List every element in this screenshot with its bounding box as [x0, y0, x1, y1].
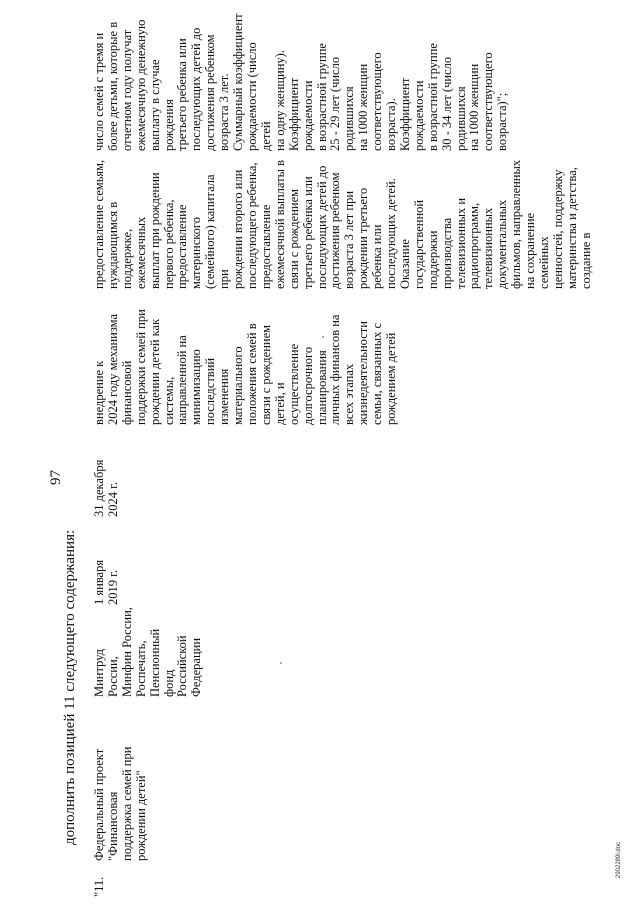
file-code: 2902289l.doc: [616, 841, 622, 878]
scan-speck: [280, 662, 282, 664]
start-date: 1 января 2019 г.: [92, 559, 120, 605]
project-results: предоставление семьям, нуждающимся в поддержке, ежемесячных выплат при рождении первого ребенка, предоставление материнского (семейного) капитала при рождении второго или последующего ребенка, предоставление ежемесячной выплаты в связи с рождением третьего ребенка или последующих детей до достижения ребенком возраста 3 лет при рождении третьего ребенка или последующих детей. Оказание государственной поддержки производства телевизионных и радиопрограмм, телевизионных документальных фильмов, направленных на сохранение семейных ценностей, поддержку материнства и детства, создание в: [92, 159, 593, 289]
project-description: внедрение к 2024 году механизма финансовой поддержки семей при рождении детей как системы, направленной на минимизацию последствий изменения материального положения семей в связи с рождением детей, и осуществление долгосрочного планирования личных финансов на всех этапах жизнедеятельности семьи, связанных с рождением детей: [92, 309, 399, 425]
scan-speck: [322, 336, 324, 338]
page-number: 97: [48, 470, 64, 485]
row-number: "11.: [92, 876, 106, 897]
intro-text: дополнить позицией 11 следующего содержания:: [62, 529, 78, 845]
project-name: Федеральный проект "Финансовая поддержка семей при рождении детей": [92, 746, 148, 861]
end-date: 31 декабря 2024 г.: [92, 459, 120, 517]
executors: Минтруд России, Минфин России, Роспечать, Пенсионный фонд Российской Федерации: [92, 607, 204, 697]
project-indicators: число семей с тремя и более детьми, которые в отчетном году получат ежемесячную денежную выплату в случае рождения третьего ребенка или последующих детей до достижения ребенком возраста 3 лет. Суммарный коэффициент рождаемости (число детей на одну женщину). Коэффициент рождаемости в возрастной группе 25 - 29 лет (число родившихся на 1000 женщин соответствующего возраста). Коэффициент рождаемости в возрастной группе 30 - 34 лет (число родившихся на 1000 женщин соответствующего возраста)";: [92, 13, 510, 151]
